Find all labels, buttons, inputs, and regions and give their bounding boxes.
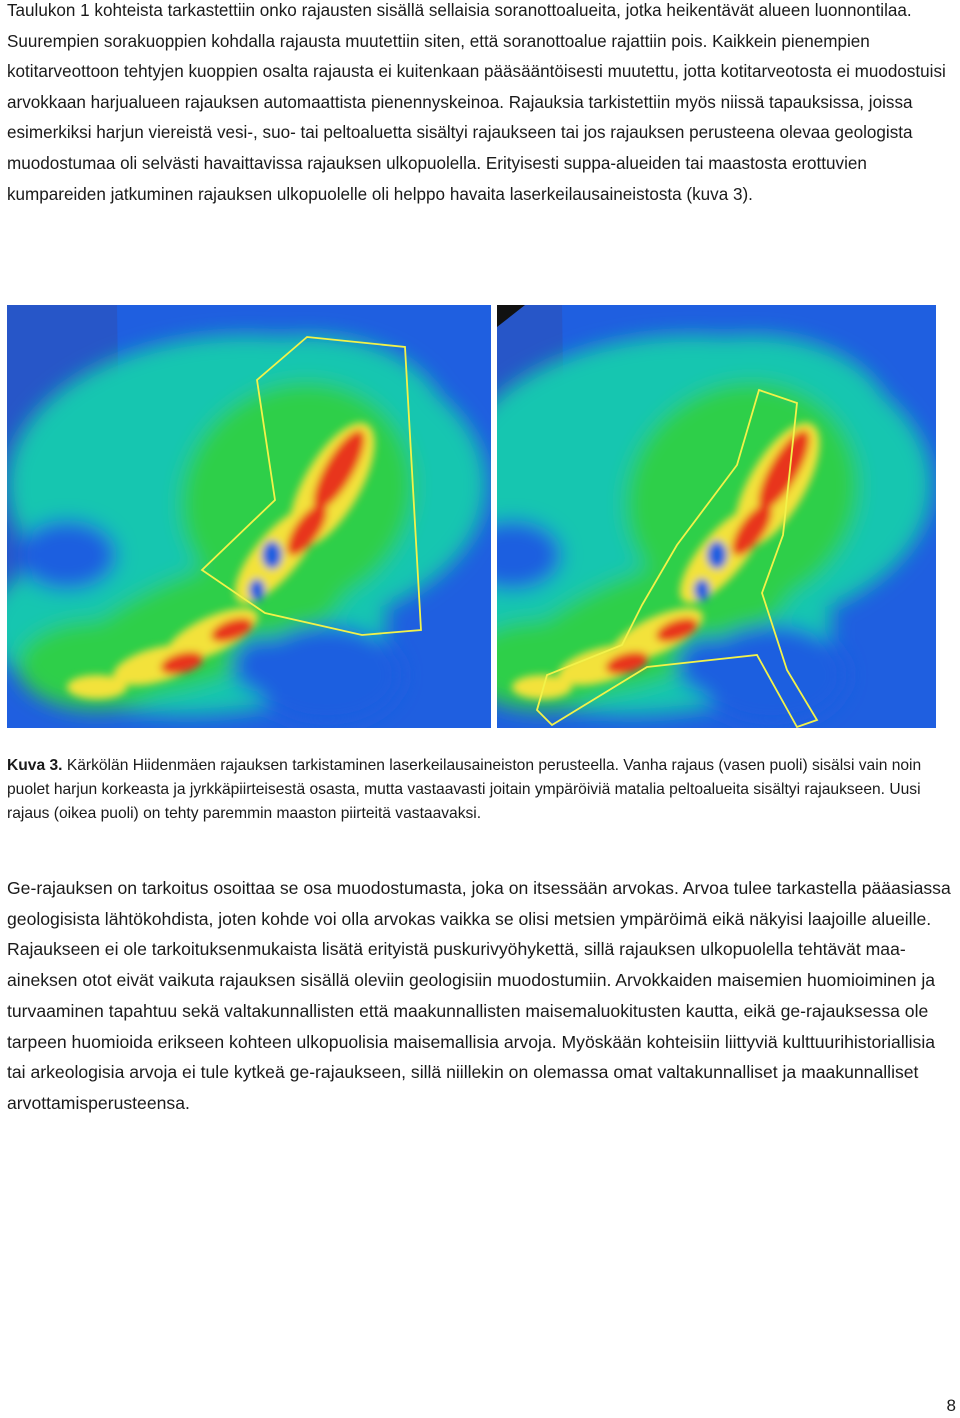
paragraph-2: Ge-rajauksen on tarkoitus osoittaa se osa muodostumasta, joka on itsessään arvokas. Arvoa tulee tarkastella pääasiassa geologisista lähtökohdista, joten kohde voi olla arvokas vaikka se olisi metsien ympäröimä eikä näkyisi laajoille alueille. Rajaukseen ei ole tarkoituksenmukaista lisätä erityistä puskurivyöhykettä, sillä rajauksen ulkopuolella tehtävät maa-aineksen otot eivät vaikuta rajauksen sisällä oleviin geologisiin muodostumiin. Arvokkaiden maisemien huomioiminen ja turvaaminen tapahtuu sekä valtakunnallisten että maakunnallisten maisemaluokitusten kautta, eikä ge-rajauksessa ole tarpeen huomioida erikseen kohteen ulkopuolisia maisemallisia arvoja. Myöskään kohteisiin liittyviä kulttuurihistoriallisia tai arkeologisia arvoja ei tule kytkeä ge-rajaukseen, sillä niillekin on olemassa omat valtakunnalliset ja maakunnalliset arvottamisperusteensa. <box>7 878 951 1113</box>
paragraph-1: Taulukon 1 kohteista tarkastettiin onko rajausten sisällä sellaisia soranottoalueita, jotka heikentävät alueen luonnontilaa. Suurempien sorakuoppien kohdalla rajausta muutettiin siten, että soranottoalue rajattiin pois. Kaikkein pienempien kotitarveottoon tehtyjen kuoppien osalta rajausta ei kuitenkaan pääsääntöisesti muutettu, jotta kotitarveotosta ei muodostuisi arvokkaan harjualueen rajauksen automaattista pienennyskeinoa. Rajauksia tarkistettiin myös niissä tapauksissa, joissa esimerkiksi harjun viereistä vesi-, suo- tai peltoaluetta sisältyi rajaukseen tai jos rajauksen perusteena olevaa geologista muodostumaa oli selvästi havaittavissa rajauksen ulkopuolella. Erityisesti suppa-alueiden tai maastosta erottuvien kumpareiden jatkuminen rajauksen ulkopuolelle oli helppo havaita laserkeilausaineistosta (kuva 3). <box>7 1 946 204</box>
page-number: 8 <box>946 1396 956 1415</box>
caption-text: Kärkölän Hiidenmäen rajauksen tarkistaminen laserkeilausaineiston perusteella. Vanha rajaus (vasen puoli) sisälsi vain noin puolet harjun korkeasta ja jyrkkäpiirteisestä osasta, mutta vastaavasti joitain ympäröiviä matalia peltoalueita sisältyi rajaukseen. Uusi rajaus (oikea puoli) on tehty paremmin maaston piirteitä vastaavaksi. <box>7 757 922 822</box>
lidar-map-old-boundary <box>7 305 491 728</box>
figure-caption <box>7 754 957 826</box>
lidar-figure <box>7 305 936 728</box>
lidar-map-new-boundary <box>432 305 936 728</box>
caption-label: Kuva 3. <box>7 757 63 774</box>
